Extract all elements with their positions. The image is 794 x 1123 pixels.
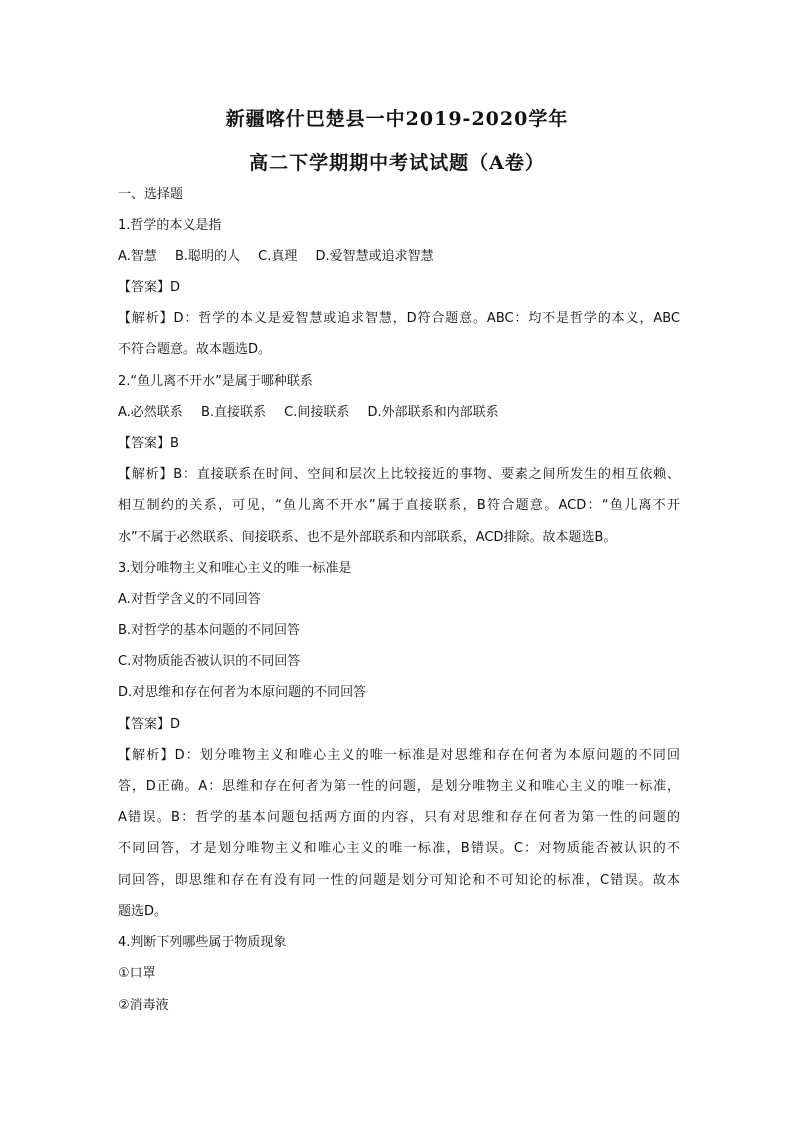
question-2-options [118, 403, 680, 423]
question-1-stem: 1.哲学的本义是指 [118, 218, 222, 233]
question-3-option-d: D.对思维和存在何者为本原问题的不同回答 [118, 685, 367, 700]
question-2-analysis-line: 【解析】B：直接联系在时间、空间和层次上比较接近的事物、要素之间所发生的相互依赖、 [118, 467, 680, 482]
question-3-analysis-line: 同回答，即思维和存在有没有同一性的问题是划分可知论和不可知论的标准，C错误。故本 [118, 873, 680, 888]
document-title-line1: 新疆喀什巴楚县一中2019-2020学年 [225, 108, 569, 130]
question-3-analysis-line: 不同回答，才是划分唯物主义和唯心主义的唯一标准，B错误。C：对物质能否被认识的不 [118, 841, 680, 856]
question-2-stem: 2.“鱼儿离不开水”是属于哪种联系 [118, 374, 313, 389]
q1-option-d: D.爱智慧或追求智慧 [315, 249, 434, 264]
question-1-analysis-line: 【解析】D：哲学的本义是爱智慧或追求智慧，D符合题意。ABC：均不是哲学的本义，ABC [118, 311, 680, 326]
question-2-analysis-line: 水”不属于必然联系、间接联系、也不是外部联系和内部联系，ACD排除。故本题选B。 [118, 530, 617, 545]
q2-option-c: C.间接联系 [284, 405, 350, 420]
question-4-item: ①口罩 [118, 966, 156, 981]
question-3-option-b: B.对哲学的基本问题的不同回答 [118, 623, 301, 638]
q2-option-b: B.直接联系 [200, 405, 267, 420]
question-1-options [118, 247, 680, 267]
question-1-analysis-line: 不符合题意。故本题选D。 [118, 342, 272, 357]
section-heading: 一、选择题 [118, 187, 184, 202]
q2-option-d: D.外部联系和内部联系 [367, 405, 499, 420]
question-1-answer: 【答案】D [118, 280, 181, 295]
q1-option-b: B.聪明的人 [174, 249, 241, 264]
question-3-answer: 【答案】D [118, 717, 181, 732]
question-3-analysis-line: 【解析】D：划分唯物主义和唯心主义的唯一标准是对思维和存在何者为本原问题的不同回 [118, 748, 680, 763]
question-3-analysis-line: 答，D正确。A：思维和存在何者为第一性的问题，是划分唯物主义和唯心主义的唯一标准， [118, 779, 680, 794]
question-4-item: ②消毒液 [118, 998, 169, 1013]
question-3-option-c: C.对物质能否被认识的不同回答 [118, 654, 301, 669]
q2-option-a: A.必然联系 [118, 405, 183, 420]
question-4-stem: 4.判断下列哪些属于物质现象 [118, 935, 287, 950]
document-title-line2: 高二下学期期中考试试题（A卷） [249, 152, 545, 174]
q1-option-c: C.真理 [258, 249, 298, 264]
question-3-option-a: A.对哲学含义的不同回答 [118, 592, 261, 607]
question-3-analysis-line: 题选D。 [118, 904, 168, 919]
question-2-answer: 【答案】B [118, 436, 179, 451]
question-2-analysis-line: 相互制约的关系，可见，“鱼儿离不开水”属于直接联系，B符合题意。ACD：“鱼儿离不开 [118, 498, 680, 513]
question-3-analysis-line: A错误。B：哲学的基本问题包括两方面的内容，只有对思维和存在何者为第一性的问题的 [118, 810, 680, 825]
q1-option-a: A.智慧 [118, 249, 157, 264]
question-3-stem: 3.划分唯物主义和唯心主义的唯一标准是 [118, 561, 352, 576]
